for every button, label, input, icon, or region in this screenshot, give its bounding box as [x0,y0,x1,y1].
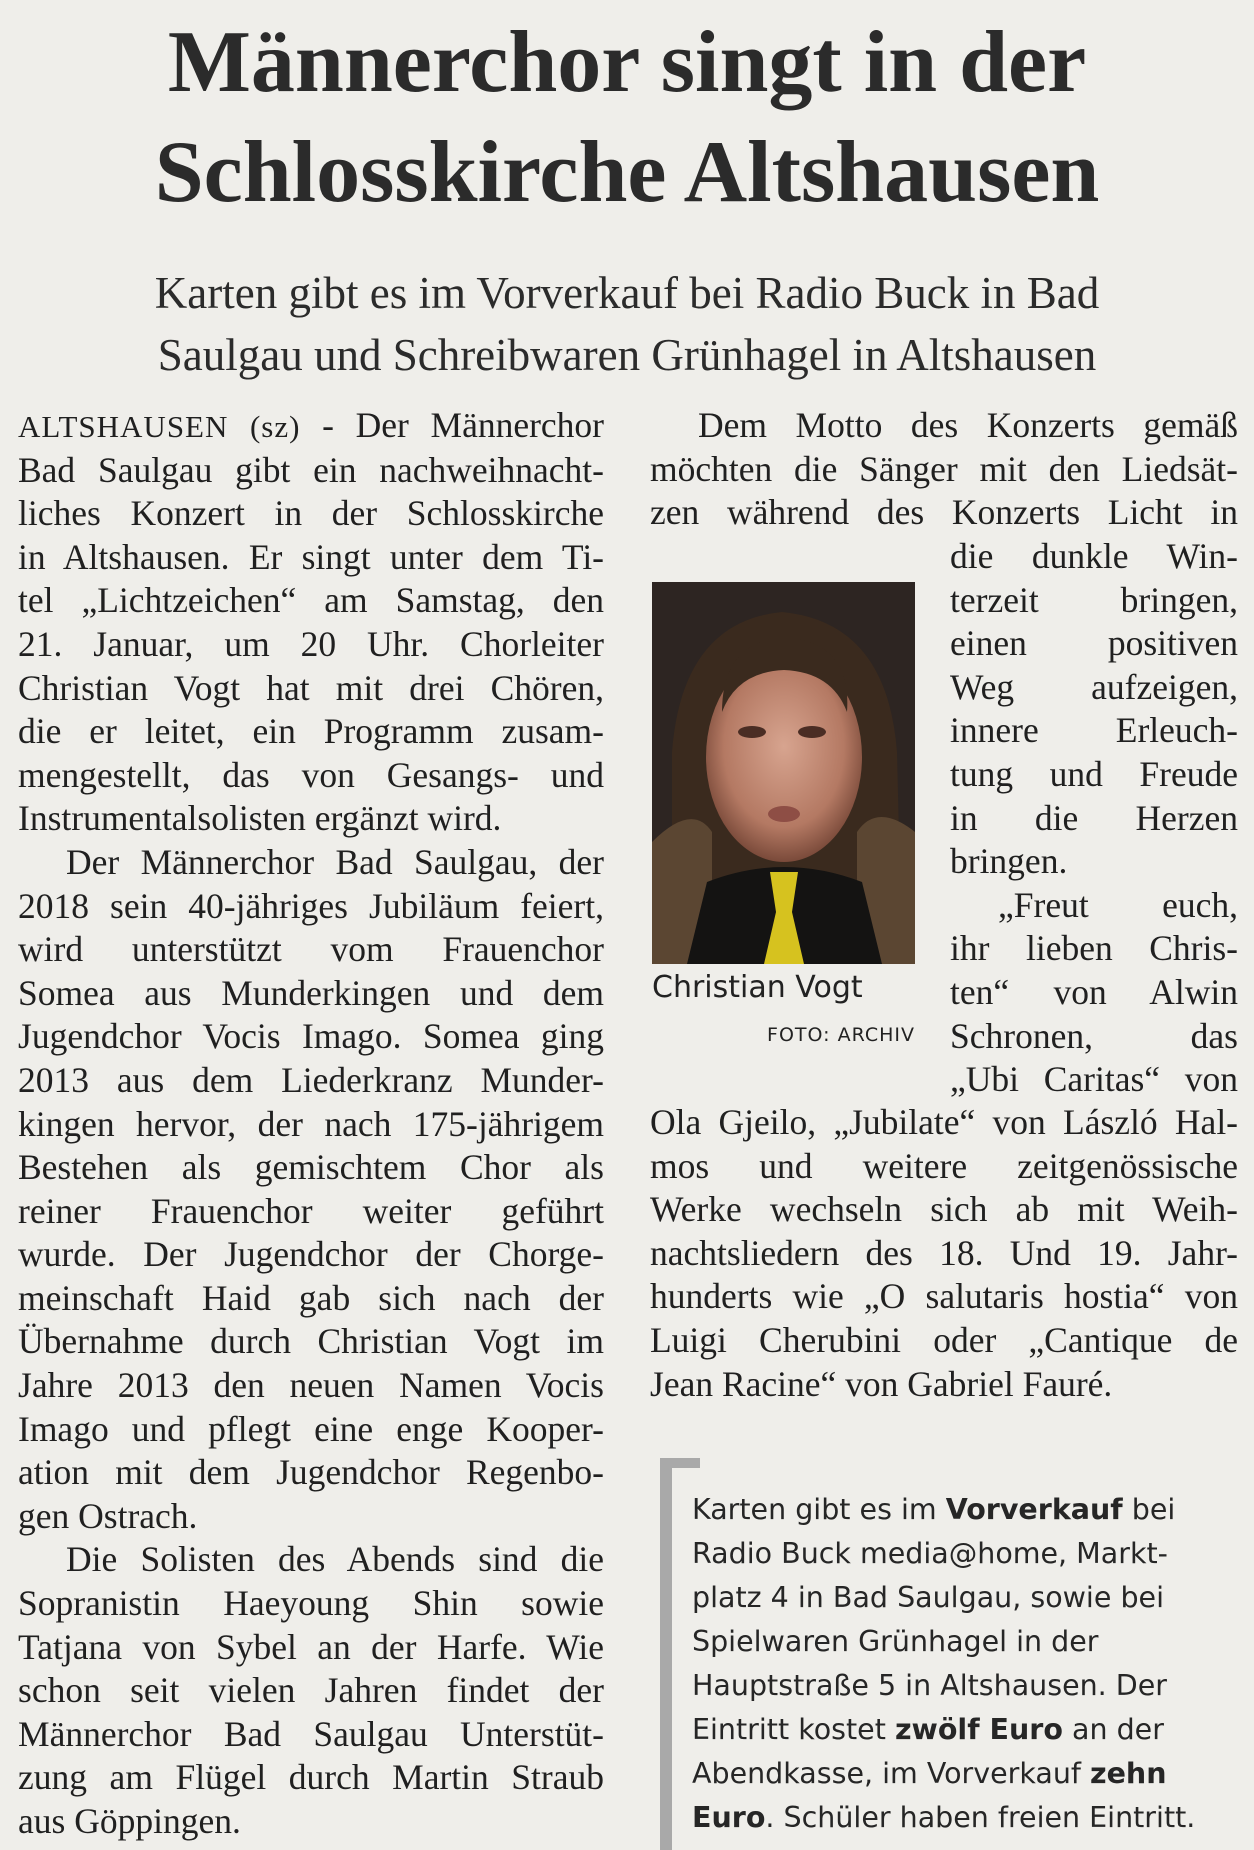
article-line: innere Erleuch- [950,710,1238,751]
article-line: tung und Freude [950,753,1238,794]
subheadline [0,262,1254,386]
info-box-vertical-rule [660,1458,672,1850]
article-line: schon seit vielen Jahren findet der [18,1670,604,1711]
article-line: - Der Männerchor [300,405,604,445]
article-line: nachtsliedern des 18. Und 19. Jahr- [650,1232,1238,1273]
article-line: Dem Motto des Konzerts gemäß [698,405,1238,445]
info-line [692,1752,1238,1796]
article-line: tel „Lichtzeichen“ am Samstag, den [18,580,604,621]
article-line: ihr lieben Chris- [950,928,1238,969]
article-line: Instrumentalsolisten ergänzt wird. [18,798,502,839]
headline-line-1: Männerchor singt in der [167,14,1087,111]
article-line: bringen. [950,841,1068,882]
headline [0,8,1254,228]
article-line: Der Männerchor Bad Saulgau, der [66,841,604,882]
article-column-left [18,404,604,1844]
photo-caption: Christian Vogt [652,970,863,1005]
article-line: Bestehen als gemischtem Chor als [18,1147,604,1188]
info-text: bei [1122,1493,1176,1526]
article-line: Männerchor Bad Saulgau Unterstüt- [18,1713,604,1754]
info-line: Spielwaren Grünhagel in der [692,1625,1099,1658]
article-line: Jean Racine“ von Gabriel Fauré. [650,1363,1113,1404]
article-line: ten“ von Alwin [950,971,1238,1012]
headline-line-2: Schlosskirche Altshausen [154,124,1100,221]
info-text: . Schüler haben freien Eintritt. [765,1801,1196,1834]
article-line: Sopranistin Haeyoung Shin sowie [18,1583,604,1624]
dateline: ALTSHAUSEN (sz) [18,409,301,444]
info-bold: Vorverkauf [945,1493,1123,1526]
article-line: Somea aus Munderkingen und dem [18,972,604,1013]
info-line: Radio Buck media@home, Markt- [692,1537,1168,1570]
article-line: aus Göppingen. [18,1801,241,1841]
article-column-right-top [650,404,1238,535]
photo-credit: FOTO: ARCHIV [767,1024,915,1046]
article-line: in die Herzen [950,797,1238,838]
article-line: meinschaft Haid gab sich nach der [18,1277,604,1318]
article-line: liches Konzert in der Schlosskirche [18,493,604,534]
article-line: gen Ostrach. [18,1495,198,1536]
article-line: Bad Saulgau gibt ein nachweihnacht- [18,449,604,490]
article-line: „Freut euch, [998,884,1238,925]
info-line: Hauptstraße 5 in Altshausen. Der [692,1669,1167,1702]
article-line: reiner Frauenchor weiter geführt [18,1190,604,1231]
info-text: Abendkasse, im Vorverkauf [692,1757,1091,1790]
article-line: Weg aufzeigen, [950,666,1238,707]
ticket-info-box [660,1458,1246,1850]
article-line: Tatjana von Sybel an der Harfe. Wie [18,1626,604,1667]
article-line: ation mit dem Jugendchor Regenbo- [18,1452,604,1493]
article-line: Jugendchor Vocis Imago. Somea ging [18,1016,604,1057]
info-bold: Euro [692,1801,766,1834]
info-box-horizontal-rule [660,1458,700,1468]
subheadline-line-1: Karten gibt es im Vorverkauf bei Radio Buck in Bad [154,268,1100,318]
article-line: die dunkle Win- [950,536,1238,576]
info-line: platz 4 in Bad Saulgau, sowie bei [692,1581,1164,1614]
article-line: Jahre 2013 den neuen Namen Vocis [18,1365,604,1406]
article-line: Christian Vogt hat mit drei Chören, [18,667,604,708]
article-line: in Altshausen. Er singt unter dem Ti- [18,536,604,577]
article-line: Schronen, das [950,1015,1238,1056]
article-line: 2013 aus dem Liederkranz Munder- [18,1059,604,1100]
article-first-line [18,404,604,449]
article-line: wurde. Der Jugendchor der Chorge- [18,1234,604,1275]
portrait-illustration [652,582,915,964]
article-line: „Ubi Caritas“ von [950,1059,1238,1100]
info-box-text [692,1488,1238,1840]
article-line: Luigi Cherubini oder „Cantique de [650,1319,1238,1360]
article-line: zen während des Konzerts Licht in [650,492,1238,533]
article-column-right-narrow [950,535,1238,1102]
article-line: 2018 sein 40-jähriges Jubiläum feiert, [18,885,604,926]
article-line: mengestellt, das von Gesangs- und [18,754,604,795]
portrait-photo [652,582,915,964]
info-bold: zehn [1090,1757,1167,1790]
info-line [692,1488,1238,1532]
article-line: wird unterstützt vom Frauenchor [18,929,604,970]
article-line: Ola Gjeilo, „Jubilate“ von László Hal- [650,1102,1238,1142]
article-line: Imago und pflegt eine enge Kooper- [18,1408,604,1449]
info-bold: zwölf Euro [894,1713,1063,1746]
article-line: mos und weitere zeitgenössische [650,1145,1238,1186]
article-line: hunderts wie „O salutaris hostia“ von [650,1276,1238,1317]
article-line: die er leitet, ein Programm zusam- [18,711,604,752]
article-line: kingen hervor, der nach 175-jährigem [18,1103,604,1144]
article-line: 21. Januar, um 20 Uhr. Chorleiter [18,623,604,664]
info-text: an der [1062,1713,1164,1746]
article-line: Die Solisten des Abends sind die [66,1539,604,1580]
article-line: Werke wechseln sich ab mit Weih- [650,1189,1238,1230]
article-line: möchten die Sänger mit den Liedsät- [650,448,1238,489]
subheadline-line-2: Saulgau und Schreibwaren Grünhagel in Altshausen [157,330,1097,380]
info-line [692,1708,1238,1752]
info-text: Karten gibt es im [692,1493,946,1526]
article-line: zung am Flügel durch Martin Straub [18,1757,604,1798]
article-line: Übernahme durch Christian Vogt im [18,1321,604,1362]
info-text: Eintritt kostet [692,1713,895,1746]
info-line [692,1796,1238,1840]
article-line: terzeit bringen, [950,579,1238,620]
article-column-right-bottom [650,1101,1238,1406]
article-line: einen positiven [950,623,1238,664]
